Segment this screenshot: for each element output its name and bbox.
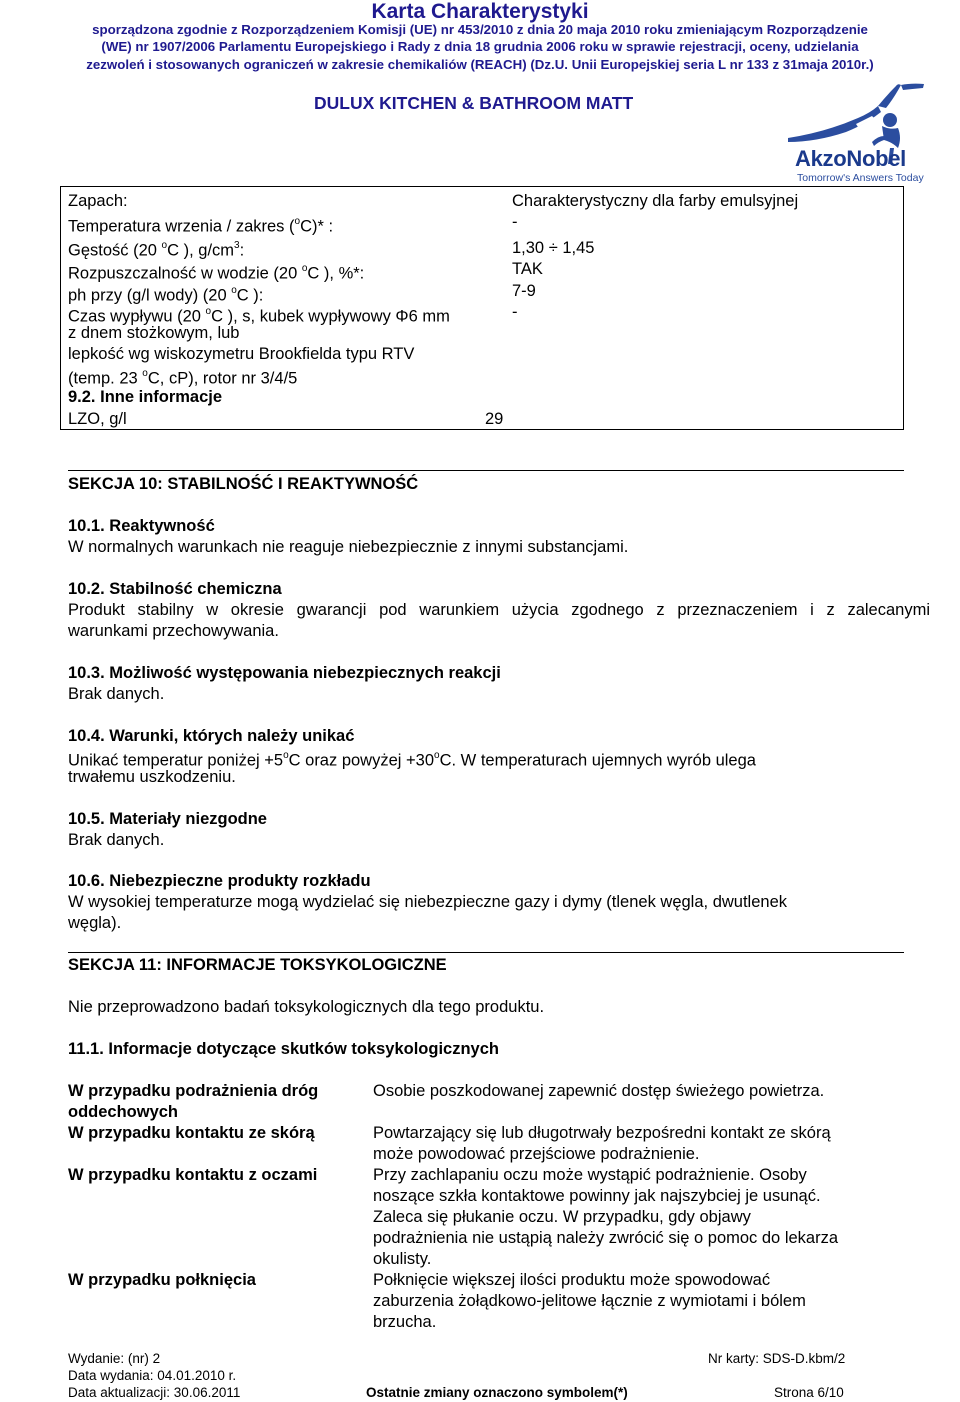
viscosity-line: lepkość wg wiskozymetru Brookfielda typu RTV xyxy=(68,345,415,363)
document-title: Karta Charakterystyki xyxy=(371,0,589,23)
subsection-10-3-heading: 10.3. Możliwość występowania niebezpiecznych reakcji xyxy=(68,664,501,682)
subsection-10-4-text: Unikać temperatur poniżej $+5^oC$ oraz powyżej $+30^oC$. W temperaturach ujemnych wyrób ulega xyxy=(68,750,756,770)
subsection-10-5-heading: 10.5. Materiały niezgodne xyxy=(68,810,267,828)
tox-item-label: W przypadku podrażnienia dróg oddechowych xyxy=(68,1082,319,1121)
subsection-10-1-heading: 10.1. Reaktywność xyxy=(68,517,215,535)
subsection-10-2-text: Produkt stabilny w okresie gwarancji pod warunkiem użycia zgodnego z przeznaczeniem i z zalecanymi xyxy=(68,601,930,619)
footer-issue-date: Data wydania: 04.01.2010 r. xyxy=(68,1368,237,1383)
subsection-10-2-text: warunkami przechowywania. xyxy=(68,622,279,640)
product-name: DULUX KITCHEN & BATHROOM MATT xyxy=(314,93,634,113)
tox-item-text: Przy zachlapaniu oczu może wystąpić podrażnienie. Osoby noszące szkła kontaktowe powinny jak najszybciej je usunąć. Zaleca się płukanie oczu. W przypadku, gdy objawy podrażnienia nie ustąpią należy zwrócić się o pomoc do lekarza okulisty. xyxy=(373,1166,839,1268)
lzo-value: 29 xyxy=(485,410,504,428)
property-value: - xyxy=(512,213,518,231)
regulation-line-2: (WE) nr 1907/2006 Parlamentu Europejskiego i Rady z dnia 18 grudnia 2006 roku w sprawie rejestracji, oceny, udzielania xyxy=(101,39,859,54)
property-value: Charakterystyczny dla farby emulsyjnej xyxy=(512,192,799,210)
subsection-heading: 9.2. Inne informacje xyxy=(68,388,223,406)
footer-page-number: Strona 6/10 xyxy=(774,1385,844,1400)
tox-item-text: Osobie poszkodowanej zapewnić dostęp świeżego powietrza. xyxy=(373,1082,825,1100)
property-value: TAK xyxy=(512,260,543,278)
footer-changes-note: Ostatnie zmiany oznaczono symbolem(*) xyxy=(366,1385,628,1400)
subsection-11-1-heading: 11.1. Informacje dotyczące skutków toksykologicznych xyxy=(68,1040,499,1058)
regulation-line-3: zezwoleń i stosowanych ograniczeń w zakresie chemikaliów (REACH) (Dz.U. Unii Europejskiej seria L nr 133 z 31maja 2010r.) xyxy=(86,57,874,72)
section-divider xyxy=(68,952,904,953)
property-label: Zapach: xyxy=(68,192,128,210)
property-label: Gęstość (20 $^o$C ), $g/cm^3$: xyxy=(68,240,245,260)
tox-item-label: W przypadku kontaktu z oczami xyxy=(68,1166,318,1184)
section-11-intro: Nie przeprowadzono badań toksykologicznych dla tego produktu. xyxy=(68,998,545,1016)
footer-card-number: Nr karty: SDS-D.kbm/2 xyxy=(708,1351,846,1366)
subsection-10-6-text: węgla). xyxy=(68,914,122,932)
tox-item-label: W przypadku połknięcia xyxy=(68,1271,256,1289)
section-11-title: SEKCJA 11: INFORMACJE TOKSYKOLOGICZNE xyxy=(68,956,447,974)
footer-update-date: Data aktualizacji: 30.06.2011 xyxy=(68,1385,241,1400)
subsection-10-5-text: Brak danych. xyxy=(68,831,165,849)
section-divider xyxy=(68,470,904,471)
tox-item-text: Powtarzający się lub długotrwały bezpośredni kontakt ze skórą może powodować przejściowe podrażnienie. xyxy=(373,1124,831,1163)
property-label: Czas wypływu (20 $^o$C ), s, kubek wypływowy Φ6 mm xyxy=(68,306,450,326)
subsection-10-2-heading: 10.2. Stabilność chemiczna xyxy=(68,580,282,598)
tox-item-text: Połknięcie większej ilości produktu może spowodować zaburzenia żołądkowo-jelitowe łącznie z wymiotami i bólem brzucha. xyxy=(373,1271,806,1331)
property-value: 7-9 xyxy=(512,282,536,300)
footer-edition: Wydanie: (nr) 2 xyxy=(68,1351,161,1366)
subsection-10-1-text: W normalnych warunkach nie reaguje niebezpiecznie z innymi substancjami. xyxy=(68,538,629,556)
property-label: ph przy (g/l wody) (20 $^o$C ): xyxy=(68,285,264,305)
subsection-10-3-text: Brak danych. xyxy=(68,685,165,703)
lzo-label: LZO, g/l xyxy=(68,410,127,428)
subsection-10-6-text: W wysokiej temperaturze mogą wydzielać się niebezpieczne gazy i dymy (tlenek węgla, dwutlenek xyxy=(68,893,787,911)
viscosity-line: z dnem stożkowym, lub xyxy=(68,324,240,342)
viscosity-temp-line: (temp. 23 $^o$C, cP), rotor nr 3/4/5 xyxy=(68,368,298,388)
property-value: 1,30 ÷ 1,45 xyxy=(512,239,595,257)
property-label: Rozpuszczalność w wodzie (20 $^o$C ), %*: xyxy=(68,263,365,283)
tox-item-label: W przypadku kontaktu ze skórą xyxy=(68,1124,315,1142)
property-label: Temperatura wrzenia / zakres ($^o$C)* : xyxy=(68,216,334,236)
property-value: - xyxy=(512,303,518,321)
regulation-line-1: sporządzona zgodnie z Rozporządzeniem Komisji (UE) nr 453/2010 z dnia 20 maja 2010 roku zmieniającym Rozporządzenie xyxy=(92,22,868,37)
subsection-10-4-text: trwałemu uszkodzeniu. xyxy=(68,768,236,786)
brand-name: AkzoNobel xyxy=(795,146,906,171)
subsection-10-6-heading: 10.6. Niebezpieczne produkty rozkładu xyxy=(68,872,371,890)
brand-tagline: Tomorrow's Answers Today xyxy=(797,172,924,184)
section-10-title: SEKCJA 10: STABILNOŚĆ I REAKTYWNOŚĆ xyxy=(68,475,419,493)
subsection-10-4-heading: 10.4. Warunki, których należy unikać xyxy=(68,727,355,745)
